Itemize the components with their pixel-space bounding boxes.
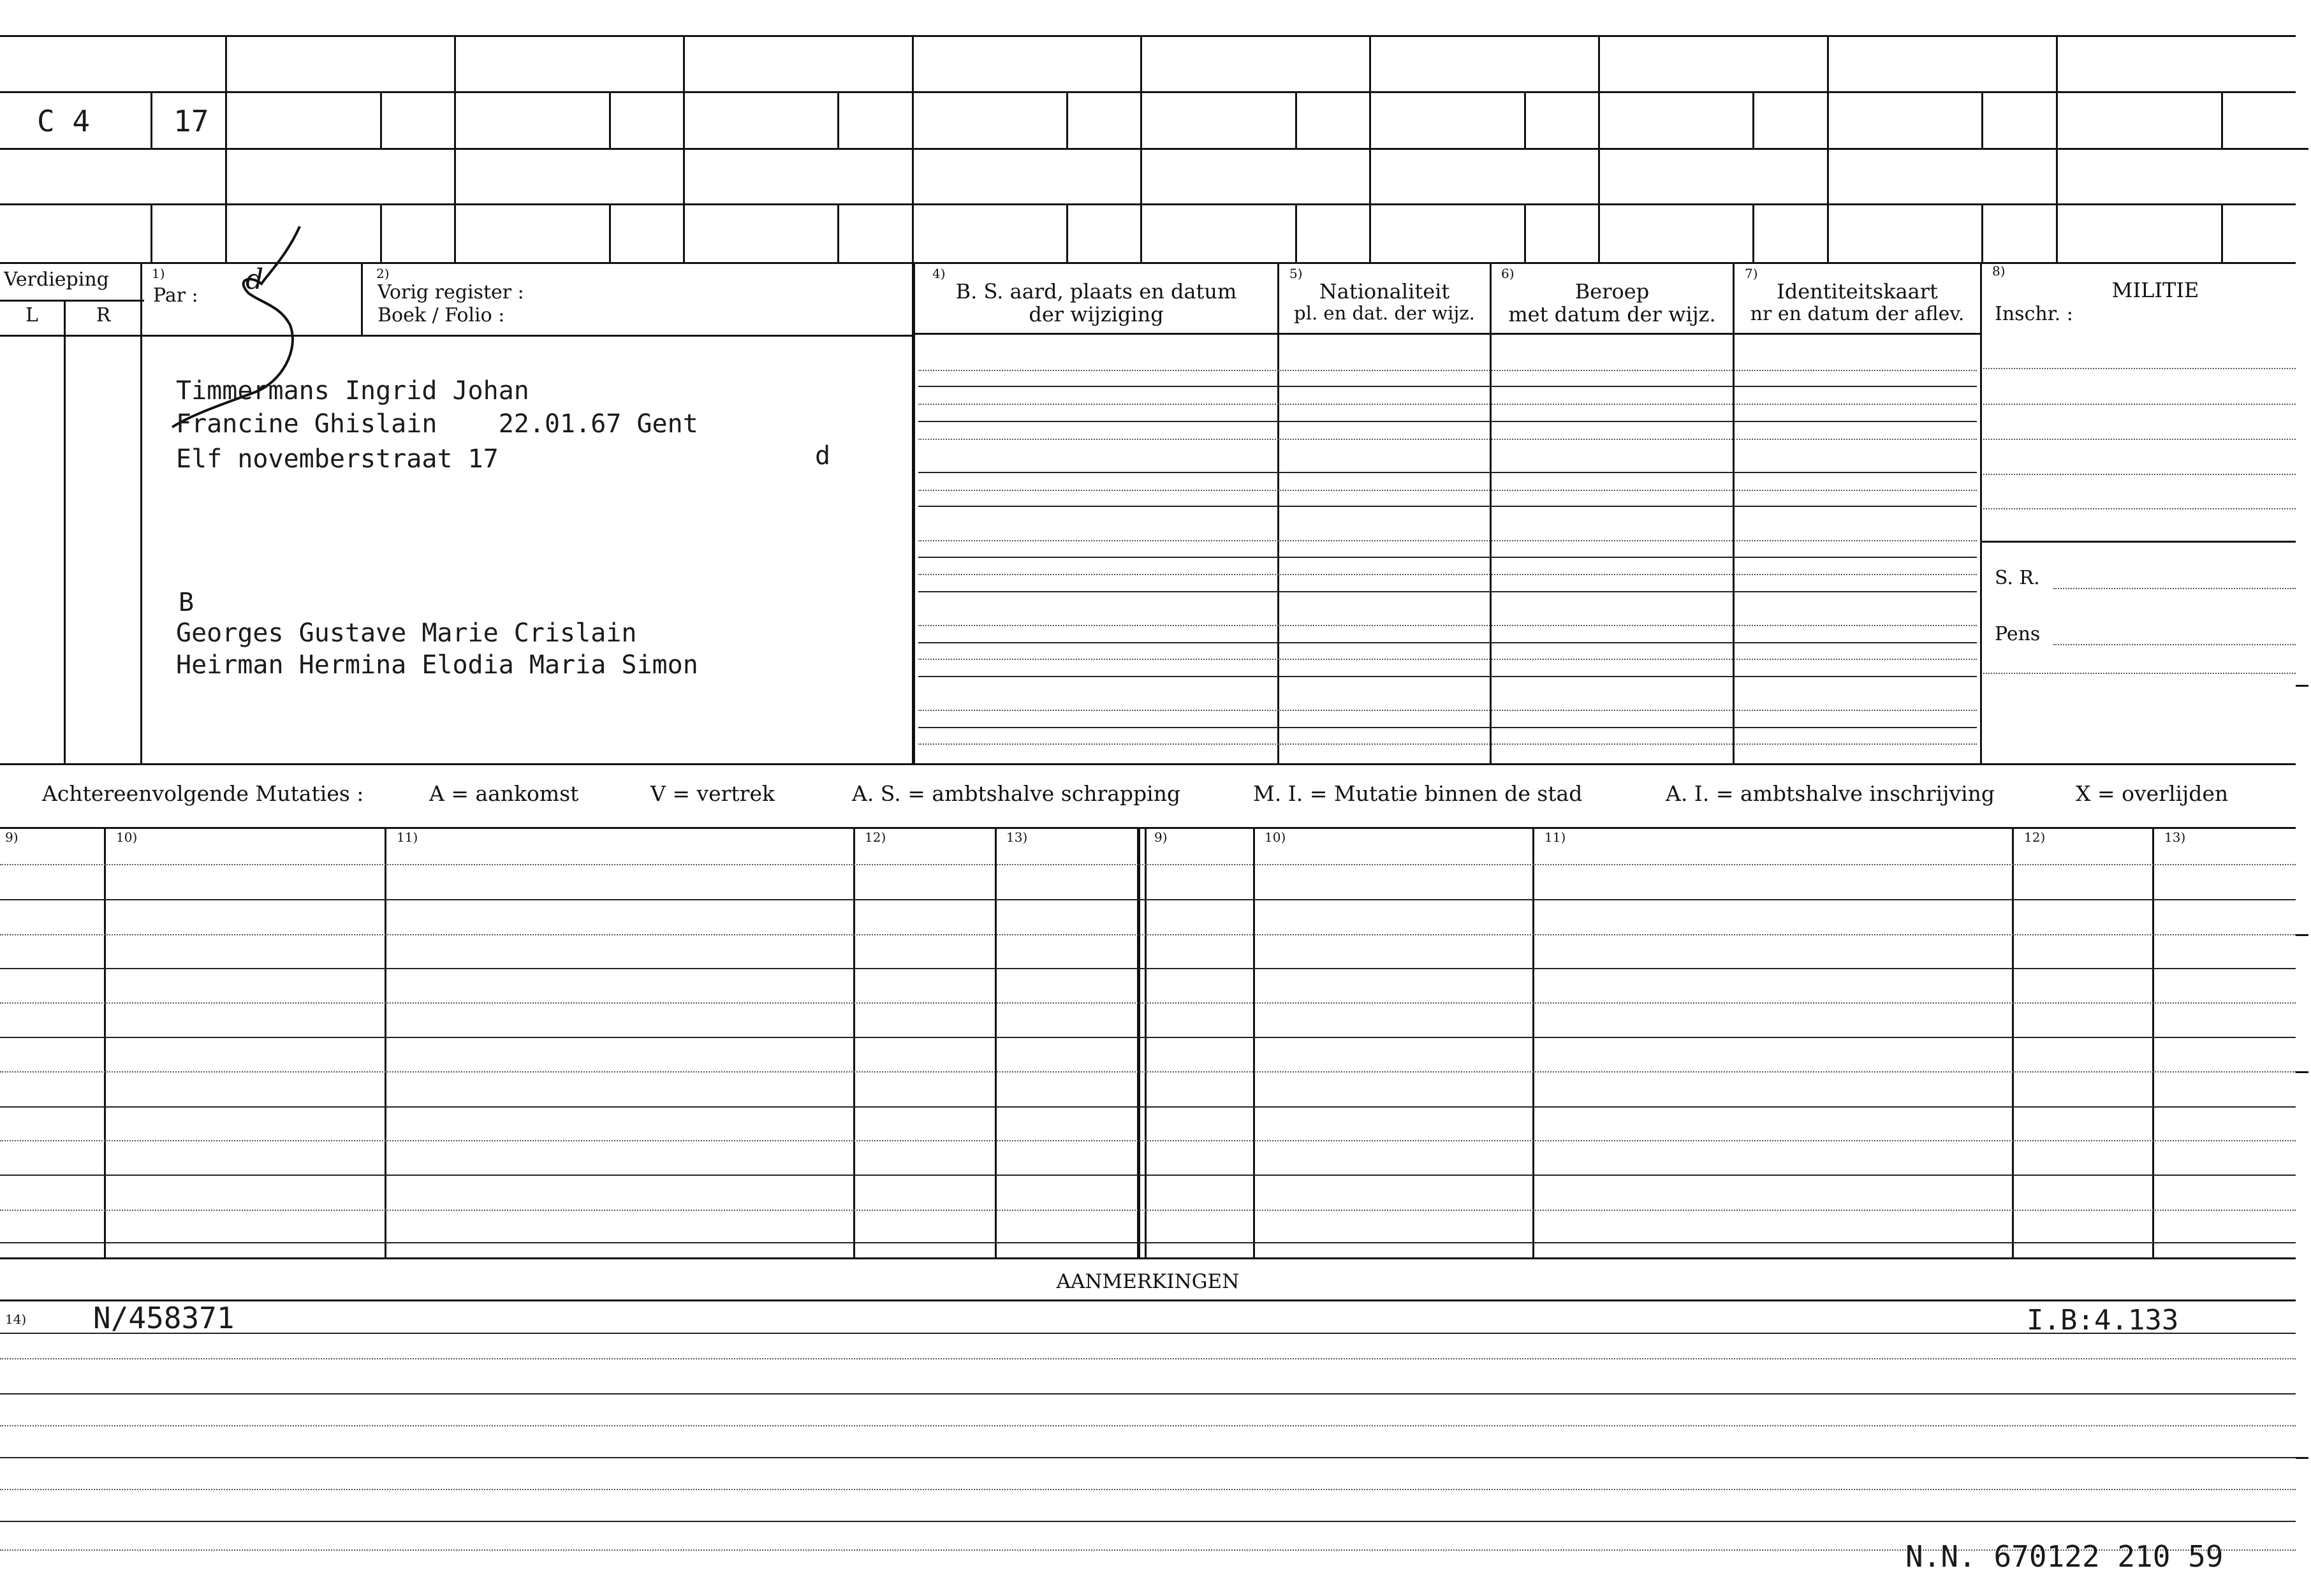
col4-num: 4) bbox=[932, 266, 946, 281]
block-code: C 4 bbox=[37, 104, 91, 138]
col6-num: 6) bbox=[1501, 266, 1515, 281]
remarks-num: 14) bbox=[5, 1312, 27, 1327]
militia-inschr: Inschr. : bbox=[1995, 303, 2073, 325]
col4-line1: B. S. aard, plaats en datum bbox=[955, 279, 1237, 304]
legend-ai: A. I. = ambtshalve inschrijving bbox=[1666, 781, 1995, 806]
col5-num: 5) bbox=[1289, 266, 1303, 281]
resident-line-1: Timmermans Ingrid Johan bbox=[176, 376, 529, 406]
col5-line1: Nationaliteit bbox=[1319, 279, 1450, 304]
militia-sr: S. R. bbox=[1995, 567, 2040, 589]
entry-mark: d bbox=[815, 441, 831, 471]
prev-register: Vorig register : bbox=[378, 281, 524, 304]
col8-num: 8) bbox=[1992, 263, 2006, 279]
col2-num: 2) bbox=[376, 266, 390, 281]
mut-col11-right: 11) bbox=[1544, 830, 1566, 845]
father-name: Georges Gustave Marie Crislain bbox=[176, 619, 637, 648]
floor-title: Verdieping bbox=[4, 268, 109, 291]
book-folio: Boek / Folio : bbox=[378, 304, 505, 326]
col7-num: 7) bbox=[1745, 266, 1758, 281]
mut-col10-left: 10) bbox=[116, 830, 138, 845]
col6-line2: met datum der wijz. bbox=[1508, 302, 1716, 326]
block-letter: B bbox=[179, 588, 194, 617]
mut-col9-right: 9) bbox=[1154, 830, 1168, 845]
mut-col10-right: 10) bbox=[1265, 830, 1286, 845]
mut-col11-left: 11) bbox=[397, 830, 418, 845]
mut-col9-left: 9) bbox=[5, 830, 18, 845]
legend-as: A. S. = ambtshalve schrapping bbox=[852, 781, 1181, 806]
col7-line2: nr en datum der aflev. bbox=[1750, 303, 1965, 325]
militia-title: MILITIE bbox=[2111, 278, 2199, 302]
remarks-title: AANMERKINGEN bbox=[1056, 1270, 1240, 1293]
remarks-ref: N/458371 bbox=[93, 1301, 235, 1335]
col4-line2: der wijziging bbox=[1029, 302, 1164, 326]
handwritten-initial: d bbox=[246, 263, 264, 296]
mut-col13-right: 13) bbox=[2164, 830, 2186, 845]
col7-line1: Identiteitskaart bbox=[1777, 279, 1938, 304]
resident-line-2: Francine Ghislain 22.01.67 Gent bbox=[176, 409, 698, 439]
col1-num: 1) bbox=[152, 266, 165, 281]
mut-col13-left: 13) bbox=[1006, 830, 1028, 845]
legend-x: X = overlijden bbox=[2076, 781, 2229, 806]
militia-pens: Pens bbox=[1995, 623, 2041, 645]
remarks-ib: I.B:4.133 bbox=[2027, 1304, 2179, 1336]
legend-a: A = aankomst bbox=[429, 781, 579, 806]
floor-right: R bbox=[96, 304, 111, 326]
legend-v: V = vertrek bbox=[650, 781, 775, 806]
legend-mi: M. I. = Mutatie binnen de stad bbox=[1253, 781, 1583, 806]
resident-line-3: Elf novemberstraat 17 bbox=[176, 444, 499, 474]
mut-col12-right: 12) bbox=[2024, 830, 2046, 845]
legend-title: Achtereenvolgende Mutaties : bbox=[42, 781, 364, 806]
floor-left: L bbox=[26, 304, 38, 326]
mother-name: Heirman Hermina Elodia Maria Simon bbox=[176, 650, 698, 680]
mut-col12-left: 12) bbox=[865, 830, 886, 845]
col6-line1: Beroep bbox=[1574, 279, 1650, 304]
col5-line2: pl. en dat. der wijz. bbox=[1294, 302, 1475, 324]
par-label: Par : bbox=[153, 284, 198, 307]
house-number: 17 bbox=[173, 104, 209, 138]
national-number: N.N. 670122 210 59 bbox=[1905, 1539, 2224, 1574]
